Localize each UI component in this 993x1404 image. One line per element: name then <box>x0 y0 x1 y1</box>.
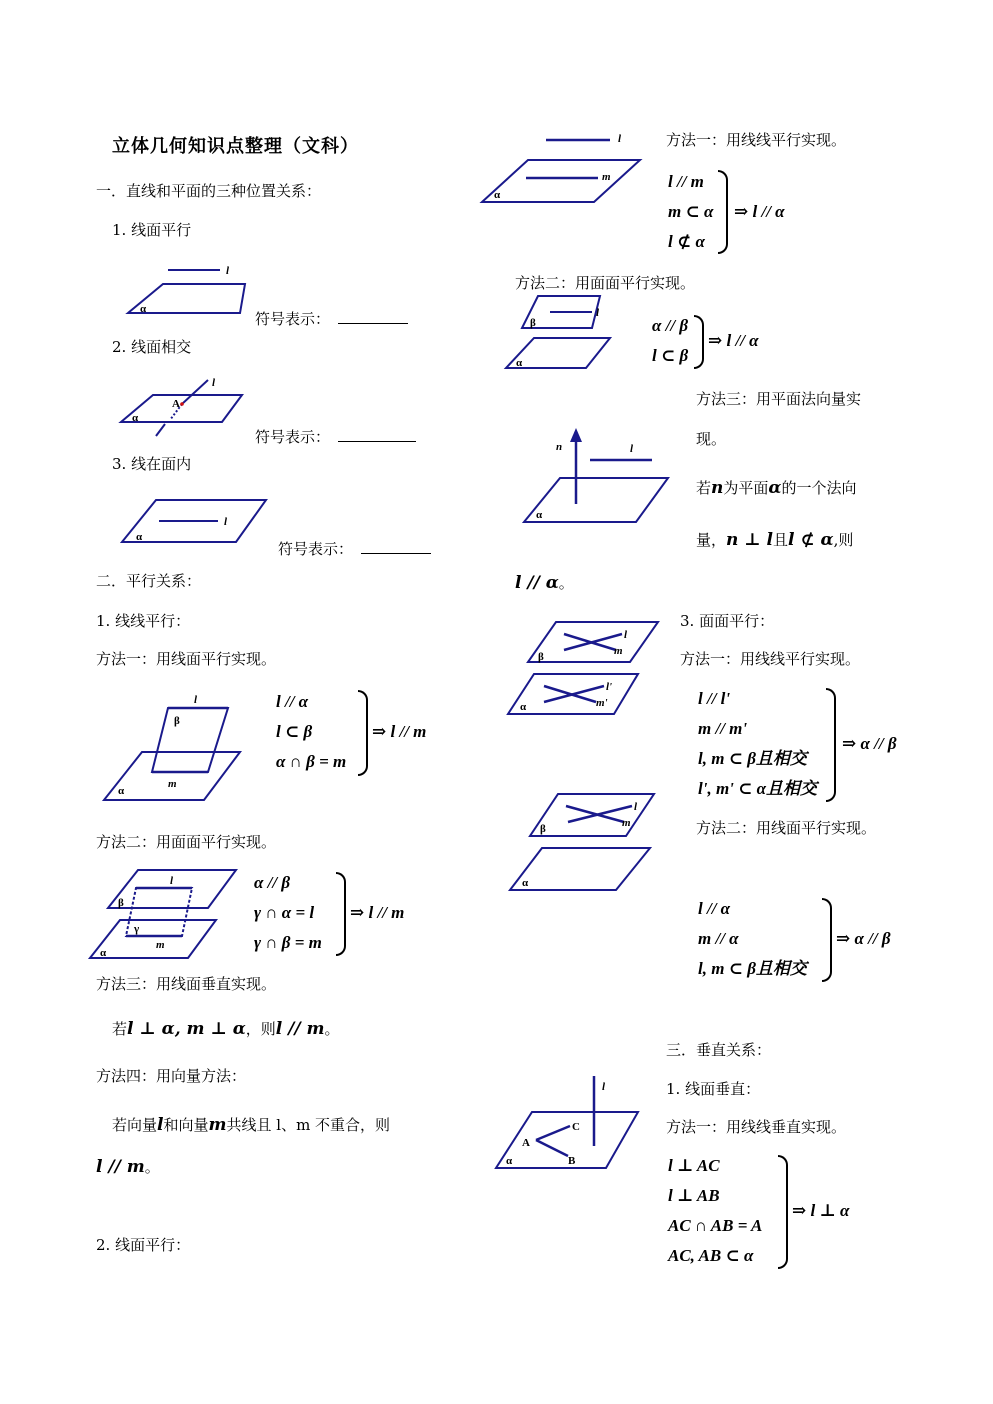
item-line-line-parallel: 1. 线线平行： <box>96 612 191 630</box>
brace <box>336 872 346 956</box>
figure-line-line-method1 <box>100 690 245 805</box>
method-2-label: 方法二：用面面平行实现。 <box>96 833 277 851</box>
method-4-label: 方法四：用向量方法： <box>96 1067 247 1085</box>
formula-line: l, m ⊂ β且相交 <box>698 959 807 978</box>
figure-line-plane-intersect <box>118 374 248 440</box>
formula-line: AC, AB ⊂ α <box>668 1246 754 1265</box>
section-1-heading: 一．直线和平面的三种位置关系： <box>96 182 322 200</box>
pp-method-1-label: 方法一：用线线平行实现。 <box>680 650 861 668</box>
svg-text:α: α <box>522 877 529 889</box>
formula-line: l, m ⊂ β且相交 <box>698 749 807 768</box>
label-l: l <box>226 265 230 277</box>
method-4-result: l // m。 <box>96 1157 160 1177</box>
svg-text:β: β <box>118 897 124 909</box>
symbol-label-3: 符号表示： <box>278 541 431 557</box>
svg-text:α: α <box>100 947 107 959</box>
formula-line: l // l' <box>698 689 731 708</box>
formula-result: ⇒ l // α <box>708 331 759 350</box>
formula-result: ⇒ l // m <box>372 722 427 741</box>
svg-text:α: α <box>494 189 501 201</box>
formula-line: α ∩ β = m <box>276 752 347 771</box>
lp-method-3-condition-2: 量，n ⊥ l且l ⊄ α,则 <box>696 530 854 550</box>
svg-text:γ: γ <box>134 923 140 935</box>
svg-text:l: l <box>602 1081 606 1093</box>
answer-blank[interactable] <box>338 429 416 442</box>
figure-line-plane-parallel <box>120 258 250 320</box>
lp-method-3-label-cont: 现。 <box>696 430 727 448</box>
formula-line: l', m' ⊂ α且相交 <box>698 779 818 798</box>
formula-line: l ⊄ α <box>668 232 705 251</box>
svg-text:α: α <box>520 701 527 713</box>
item-line-plane-parallel: 1. 线面平行 <box>112 221 192 239</box>
symbol-label-1: 符号表示： <box>255 311 408 327</box>
pp-method-2-label: 方法二：用线面平行实现。 <box>696 819 877 837</box>
figure-line-in-plane <box>118 494 270 546</box>
formula-result: ⇒ α // β <box>836 929 891 948</box>
svg-text:m: m <box>168 778 177 790</box>
svg-text:n: n <box>556 441 563 453</box>
method-1-label: 方法一：用线面平行实现。 <box>96 650 277 668</box>
item-plane-plane-parallel: 3. 面面平行： <box>680 612 775 630</box>
formula-line: α // β <box>254 873 291 892</box>
item-line-plane-parallel-2: 2. 线面平行： <box>96 1236 191 1254</box>
svg-text:α: α <box>132 412 139 424</box>
formula-line: m // m' <box>698 719 748 738</box>
svg-text:l: l <box>630 443 634 455</box>
figure-normal-vector <box>520 422 672 526</box>
brace <box>826 688 836 802</box>
svg-text:l: l <box>618 133 622 145</box>
formula-result: ⇒ α // β <box>842 734 897 753</box>
figure-plane-plane-method1 <box>504 618 662 718</box>
formula-line: l ⊂ β <box>276 722 313 741</box>
brace <box>778 1155 788 1269</box>
svg-text:β: β <box>540 823 546 835</box>
svg-text:m: m <box>602 171 611 183</box>
section-3-heading: 三．垂直关系： <box>666 1041 772 1059</box>
formula-line: l ⊥ AB <box>668 1186 720 1205</box>
formula-line: l // α <box>698 899 731 918</box>
svg-text:l: l <box>624 629 628 641</box>
answer-blank[interactable] <box>338 311 408 324</box>
perp-method-1-label: 方法一：用线线垂直实现。 <box>666 1118 847 1136</box>
item-line-plane-intersect: 2. 线面相交 <box>112 338 192 356</box>
brace <box>718 170 728 254</box>
svg-text:α: α <box>136 531 143 543</box>
svg-text:m': m' <box>596 697 608 709</box>
answer-blank[interactable] <box>361 541 431 554</box>
svg-text:l': l' <box>606 681 613 693</box>
figure-line-plane-method1 <box>480 128 645 206</box>
svg-text:m: m <box>622 817 631 829</box>
formula-line: α // β <box>652 316 689 335</box>
svg-text:β: β <box>530 317 536 329</box>
svg-text:l: l <box>194 694 198 706</box>
figure-plane-plane-method2 <box>506 790 658 894</box>
lp-method-1-label: 方法一：用线线平行实现。 <box>666 131 847 149</box>
page-title: 立体几何知识点整理（文科） <box>112 136 359 157</box>
item-line-plane-perpendicular: 1. 线面垂直： <box>666 1080 761 1098</box>
svg-text:l: l <box>212 377 216 389</box>
svg-text:B: B <box>568 1155 576 1167</box>
symbol-label-2: 符号表示： <box>255 429 416 445</box>
formula-result: ⇒ l // α <box>734 202 785 221</box>
formula-result: ⇒ l // m <box>350 903 405 922</box>
svg-text:β: β <box>174 715 180 727</box>
svg-text:m: m <box>614 645 623 657</box>
formula-line: AC ∩ AB = A <box>668 1216 763 1235</box>
formula-result: ⇒ l ⊥ α <box>792 1201 850 1220</box>
formula-line: l ⊥ AC <box>668 1156 720 1175</box>
method-3-statement: 若l ⊥ α, m ⊥ α，则l // m。 <box>112 1019 340 1039</box>
label-alpha: α <box>140 303 147 315</box>
figure-line-plane-method2 <box>504 294 616 372</box>
figure-line-line-method2 <box>86 866 238 962</box>
svg-text:l: l <box>596 307 600 319</box>
section-2-heading: 二．平行关系： <box>96 572 202 590</box>
formula-line: l // α <box>276 692 309 711</box>
formula-line: γ ∩ β = m <box>254 933 322 952</box>
svg-text:l: l <box>634 801 638 813</box>
formula-line: l // m <box>668 172 704 191</box>
brace <box>358 690 368 776</box>
brace <box>822 898 832 982</box>
svg-text:α: α <box>506 1155 513 1167</box>
svg-text:A: A <box>522 1137 530 1149</box>
svg-text:α: α <box>536 509 543 521</box>
item-line-in-plane: 3. 线在面内 <box>112 455 192 473</box>
formula-line: m ⊂ α <box>668 202 714 221</box>
formula-line: l ⊂ β <box>652 346 689 365</box>
svg-text:α: α <box>516 357 523 369</box>
brace <box>694 315 704 369</box>
lp-method-3-label: 方法三：用平面法向量实 <box>696 390 862 408</box>
svg-text:l: l <box>170 875 174 887</box>
lp-method-2-label: 方法二：用面面平行实现。 <box>515 274 696 292</box>
svg-text:C: C <box>572 1121 580 1133</box>
svg-text:l: l <box>224 516 228 528</box>
lp-method-3-condition: 若n为平面α的一个法向 <box>696 478 857 498</box>
formula-line: m // α <box>698 929 739 948</box>
formula-line: γ ∩ α = l <box>254 903 315 922</box>
svg-text:β: β <box>538 651 544 663</box>
svg-text:m: m <box>156 939 165 951</box>
method-4-statement: 若向量l和向量m共线且 l、m 不重合，则 <box>112 1115 391 1135</box>
lp-method-3-result: l // α。 <box>515 573 574 593</box>
method-3-label: 方法三：用线面垂直实现。 <box>96 975 277 993</box>
svg-text:A: A <box>172 398 180 410</box>
figure-line-plane-perpendicular <box>492 1070 642 1172</box>
svg-text:α: α <box>118 785 125 797</box>
